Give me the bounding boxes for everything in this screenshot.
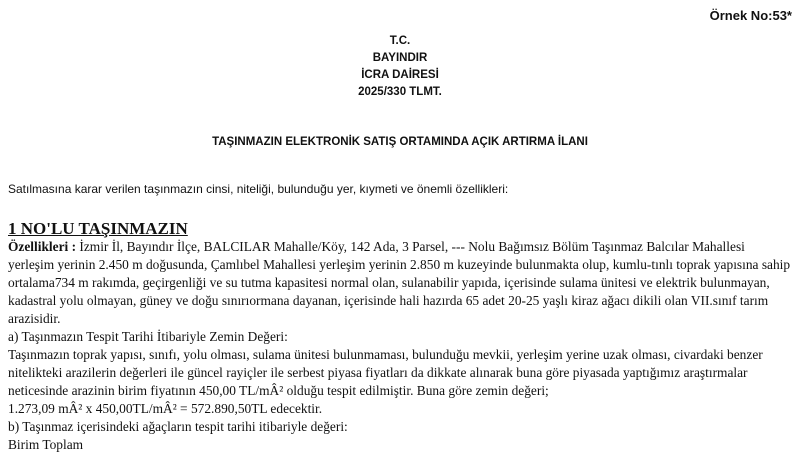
header-line-city: BAYINDIR <box>372 52 428 64</box>
header-line-file-no: 2025/330 TLMT. <box>358 86 442 98</box>
trees-value-heading: b) Taşınmaz içerisindeki ağaçların tespit tarihi itibariyle değeri: <box>8 419 348 434</box>
trees-table-header: Birim Toplam <box>8 437 84 452</box>
document-header <box>0 33 800 101</box>
ground-value-calculation: 1.273,09 mÂ² x 450,00TL/mÂ² = 572.890,50TL edecektir. <box>8 401 323 416</box>
features-paragraph <box>8 238 792 328</box>
header-line-office: İCRA DAİRESİ <box>361 69 439 81</box>
features-label: Özellikleri : <box>8 239 77 254</box>
features-text: İzmir İl, Bayındır İlçe, BALCILAR Mahalle/Köy, 142 Ada, 3 Parsel, --- Nolu Bağımsız Bölüm Taşınmaz Balcılar Mahallesi yerleşim yerinin 2.450 m doğusunda, Çamlıbel Mahallesi yerleşim yerinin 2.850 m kuzeyinde bulunmakta olup, kumlu-tınlı toprak yapısına sahip ortalama734 m rakımda, geçirgenliği ve su tutma kapasitesi normal olan, sulanabilir yapıda, içerisinde sulama ünitesi ve elektrik bulunmayan, kadastral yolu olmayan, güney ve doğu sınırıormana dayanan, içerisinde hali hazırda 65 adet 20-25 yaşlı kiraz ağacı dikili olan VII.sınıf tarım arazisidir. <box>8 239 791 326</box>
ground-value-text: Taşınmazın toprak yapısı, sınıfı, yolu olması, sulama ünitesi bulunmaması, bulunduğu mevkii, yerleşim yerine uzak olması, civardaki benzer nitelikteki arazilerin değerleri ile güncel rayiçler ile serbest piyasa fiyatları da dikkate alınarak buna göre piyasada yaptığımız araştırmalar neticesinde arazinin birim fiyatının 450,00 TL/mÂ² olduğu tespit edilmiştir. Buna göre zemin değeri; <box>8 347 763 398</box>
property-heading: 1 NO'LU TAŞINMAZIN <box>8 219 188 238</box>
header-line-tc: T.C. <box>389 35 411 47</box>
intro-text: Satılmasına karar verilen taşınmazın cinsi, niteliği, bulunduğu yer, kıymeti ve önemli özellikleri: <box>8 182 509 196</box>
sample-number: Örnek No:53* <box>709 8 792 23</box>
ground-value-heading: a) Taşınmazın Tespit Tarihi İtibariyle Zemin Değeri: <box>8 329 288 344</box>
document-title: TAŞINMAZIN ELEKTRONİK SATIŞ ORTAMINDA AÇIK ARTIRMA İLANI <box>212 136 588 148</box>
property-content <box>8 238 792 454</box>
